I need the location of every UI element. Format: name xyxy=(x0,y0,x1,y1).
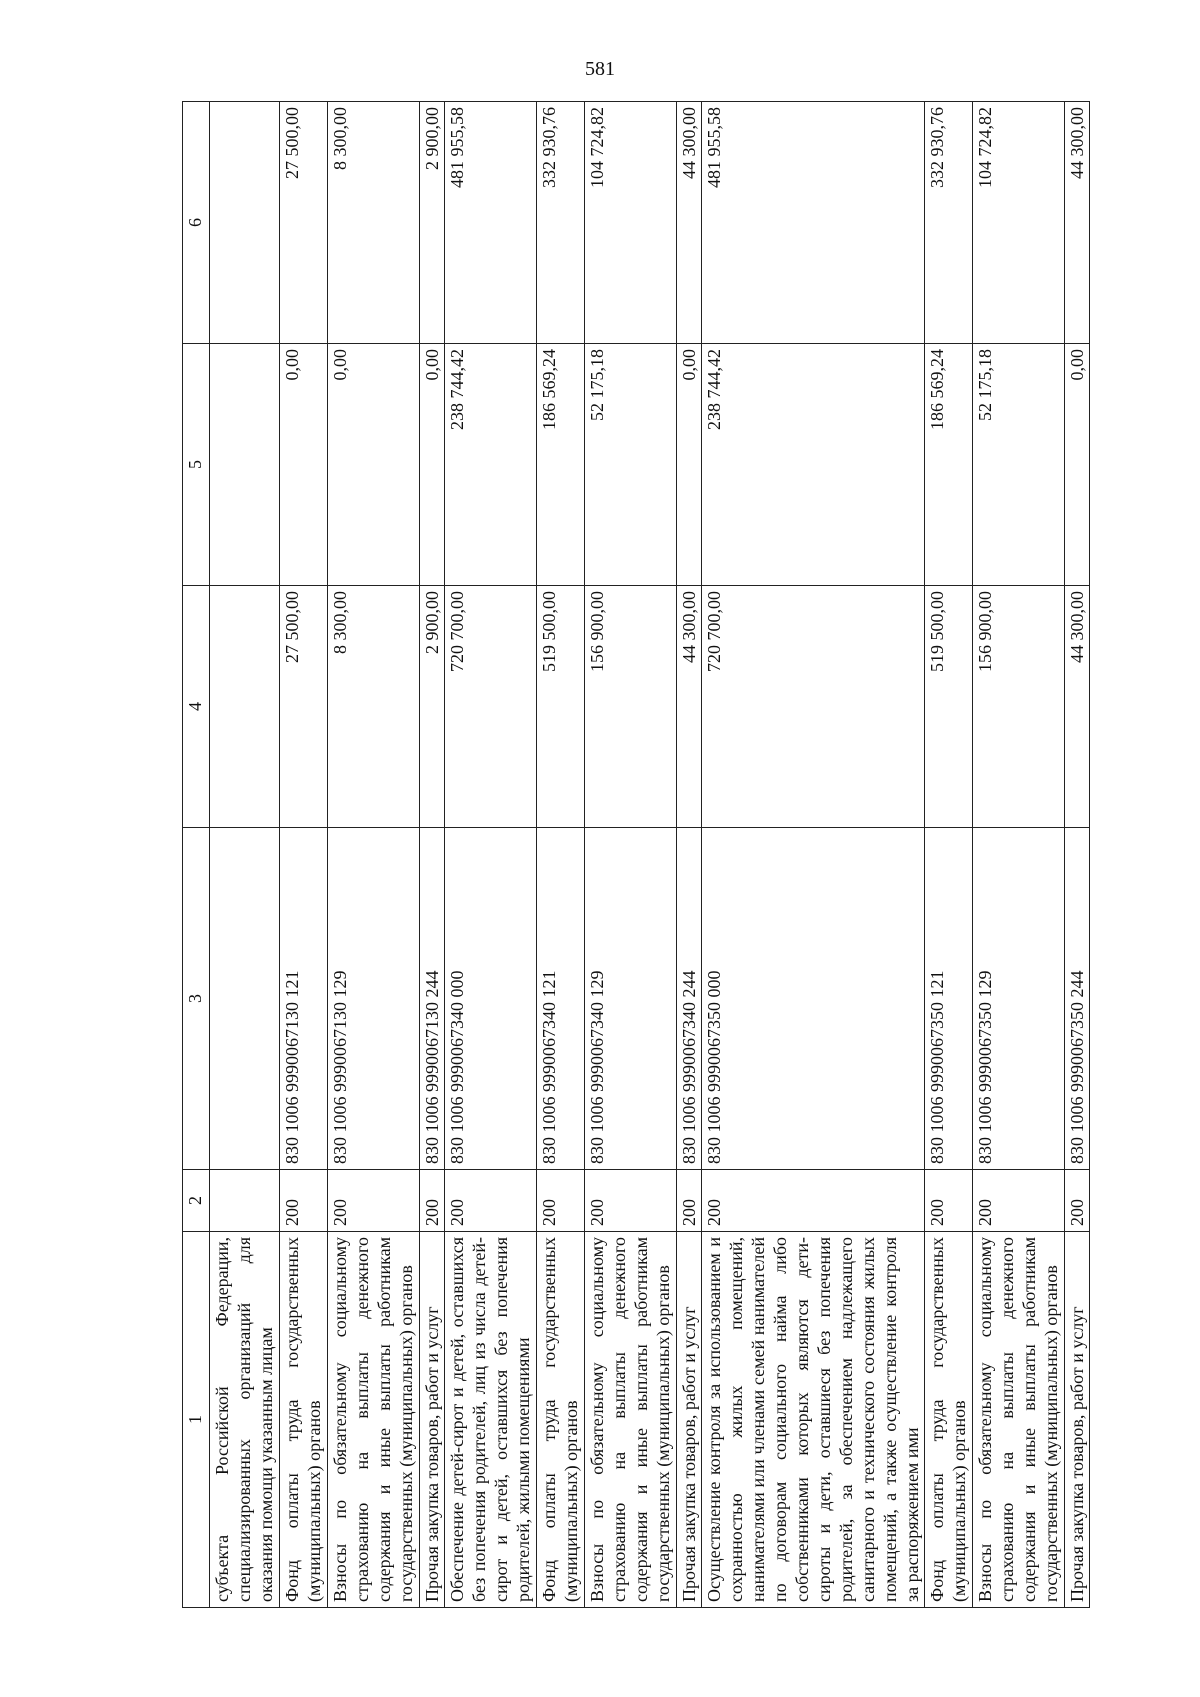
row-classification: 830 1006 9990067350 244 xyxy=(1065,828,1090,1170)
header-cell-4: 4 xyxy=(183,586,210,828)
row-remaining: 481 955,58 xyxy=(445,102,537,344)
row-remaining: 104 724,82 xyxy=(973,102,1065,344)
table-row xyxy=(328,102,420,1608)
row-description: Прочая закупка товаров, работ и услуг xyxy=(1065,1232,1090,1608)
row-executed: 52 175,18 xyxy=(585,344,677,586)
header-cell-3: 3 xyxy=(183,828,210,1170)
row-planned: 8 300,00 xyxy=(328,586,420,828)
row-executed: 0,00 xyxy=(328,344,420,586)
row-classification: 830 1006 9990067340 244 xyxy=(677,828,702,1170)
row-description: Взносы по обязательному социальному страхованию на выплаты денежного содержания и иные выплаты работникам государственных (муниципальных) органов xyxy=(973,1232,1065,1608)
row-code: 200 xyxy=(702,1170,925,1232)
row-planned xyxy=(210,586,280,828)
row-classification: 830 1006 9990067130 121 xyxy=(280,828,328,1170)
row-remaining: 44 300,00 xyxy=(1065,102,1090,344)
table-row xyxy=(445,102,537,1608)
row-planned: 720 700,00 xyxy=(445,586,537,828)
header-cell-2: 2 xyxy=(183,1170,210,1232)
row-description: Осуществление контроля за использованием и сохранностью жилых помещений, нанимателями или членами семей нанимателей по договорам социального найма либо собственниками которых являются дети-сироты и дети, оставшиеся без попечения родителей, за обеспечением надлежащего санитарного и технического состояния жилых помещений, а также осуществление контроля за распоряжением ими xyxy=(702,1232,925,1608)
table-row xyxy=(925,102,973,1608)
row-executed: 186 569,24 xyxy=(925,344,973,586)
row-classification: 830 1006 9990067350 129 xyxy=(973,828,1065,1170)
row-planned: 519 500,00 xyxy=(925,586,973,828)
row-planned: 156 900,00 xyxy=(973,586,1065,828)
row-code: 200 xyxy=(585,1170,677,1232)
row-executed xyxy=(210,344,280,586)
row-code: 200 xyxy=(1065,1170,1090,1232)
table-row xyxy=(420,102,445,1608)
row-remaining: 481 955,58 xyxy=(702,102,925,344)
row-executed: 0,00 xyxy=(420,344,445,586)
table-row xyxy=(280,102,328,1608)
row-code xyxy=(210,1170,280,1232)
row-classification: 830 1006 9990067340 000 xyxy=(445,828,537,1170)
budget-table-rotated xyxy=(182,102,1087,1608)
row-planned: 44 300,00 xyxy=(677,586,702,828)
row-code: 200 xyxy=(973,1170,1065,1232)
row-executed: 0,00 xyxy=(280,344,328,586)
row-remaining xyxy=(210,102,280,344)
row-executed: 238 744,42 xyxy=(702,344,925,586)
row-description: Взносы по обязательному социальному страхованию на выплаты денежного содержания и иные выплаты работникам государственных (муниципальных) органов xyxy=(328,1232,420,1608)
header-row xyxy=(183,102,210,1608)
table-row xyxy=(210,102,280,1608)
row-classification: 830 1006 9990067130 129 xyxy=(328,828,420,1170)
row-executed: 0,00 xyxy=(1065,344,1090,586)
row-code: 200 xyxy=(328,1170,420,1232)
row-classification xyxy=(210,828,280,1170)
row-remaining: 44 300,00 xyxy=(677,102,702,344)
row-description: Фонд оплаты труда государственных (муниципальных) органов xyxy=(925,1232,973,1608)
row-code: 200 xyxy=(925,1170,973,1232)
header-cell-1: 1 xyxy=(183,1232,210,1608)
row-executed: 186 569,24 xyxy=(537,344,585,586)
row-code: 200 xyxy=(677,1170,702,1232)
row-executed: 0,00 xyxy=(677,344,702,586)
row-description: Прочая закупка товаров, работ и услуг xyxy=(420,1232,445,1608)
row-classification: 830 1006 9990067350 121 xyxy=(925,828,973,1170)
row-remaining: 332 930,76 xyxy=(537,102,585,344)
row-executed: 238 744,42 xyxy=(445,344,537,586)
row-remaining: 8 300,00 xyxy=(328,102,420,344)
row-planned: 720 700,00 xyxy=(702,586,925,828)
row-description: Фонд оплаты труда государственных (муниципальных) органов xyxy=(280,1232,328,1608)
row-description: субъекта Российской Федерации, специализированных организаций для оказания помощи указанным лицам xyxy=(210,1232,280,1608)
row-code: 200 xyxy=(280,1170,328,1232)
row-description: Обеспечение детей-сирот и детей, оставшихся без попечения родителей, лиц из числа детей-сирот и детей, оставшихся без попечения родителей, жилыми помещениями xyxy=(445,1232,537,1608)
row-classification: 830 1006 9990067340 129 xyxy=(585,828,677,1170)
table-row xyxy=(702,102,925,1608)
table-row xyxy=(1065,102,1090,1608)
table-row xyxy=(677,102,702,1608)
budget-table xyxy=(182,101,1090,1608)
table-row xyxy=(537,102,585,1608)
row-planned: 156 900,00 xyxy=(585,586,677,828)
row-code: 200 xyxy=(420,1170,445,1232)
row-planned: 27 500,00 xyxy=(280,586,328,828)
row-remaining: 27 500,00 xyxy=(280,102,328,344)
row-executed: 52 175,18 xyxy=(973,344,1065,586)
row-remaining: 104 724,82 xyxy=(585,102,677,344)
row-planned: 519 500,00 xyxy=(537,586,585,828)
row-classification: 830 1006 9990067350 000 xyxy=(702,828,925,1170)
row-planned: 2 900,00 xyxy=(420,586,445,828)
table-row xyxy=(585,102,677,1608)
row-classification: 830 1006 9990067130 244 xyxy=(420,828,445,1170)
row-description: Прочая закупка товаров, работ и услуг xyxy=(677,1232,702,1608)
row-classification: 830 1006 9990067340 121 xyxy=(537,828,585,1170)
row-remaining: 2 900,00 xyxy=(420,102,445,344)
row-remaining: 332 930,76 xyxy=(925,102,973,344)
page-number: 581 xyxy=(585,58,615,80)
table-row xyxy=(973,102,1065,1608)
header-cell-5: 5 xyxy=(183,344,210,586)
header-cell-6: 6 xyxy=(183,102,210,344)
row-code: 200 xyxy=(537,1170,585,1232)
row-description: Взносы по обязательному социальному страхованию на выплаты денежного содержания и иные выплаты работникам государственных (муниципальных) органов xyxy=(585,1232,677,1608)
row-code: 200 xyxy=(445,1170,537,1232)
row-description: Фонд оплаты труда государственных (муниципальных) органов xyxy=(537,1232,585,1608)
row-planned: 44 300,00 xyxy=(1065,586,1090,828)
